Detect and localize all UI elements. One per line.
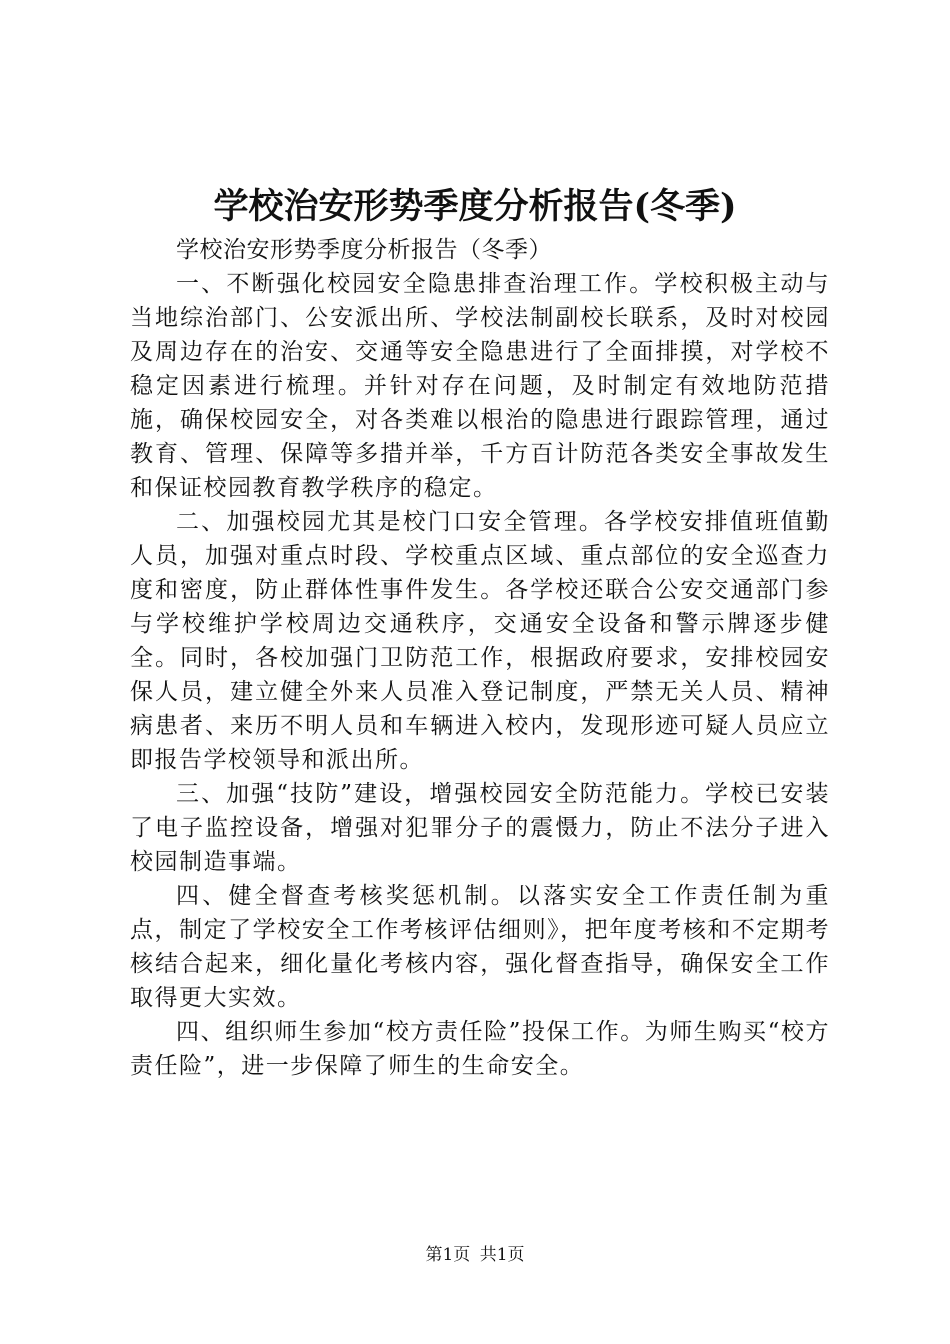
paragraph-2: 二、加强校园尤其是校门口安全管理。各学校安排值班值勤人员，加强对重点时段、学校重点区域、重点部位的安全巡查力度和密度，防止群体性事件发生。各学校还联合公安交通部门参与学校维护学校周边交通秩序，交通安全设备和警示牌逐步健全。同时，各校加强门卫防范工作，根据政府要求，安排校园安保人员，建立健全外来人员准入登记制度，严禁无关人员、精神病患者、来历不明人员和车辆进入校内，发现形迹可疑人员应立即报告学校领导和派出所。: [130, 509, 830, 773]
page-footer: [0, 1243, 950, 1267]
paragraph-3: 三、加强“技防”建设，增强校园安全防范能力。学校已安装了电子监控设备，增强对犯罪分子的震慑力，防止不法分子进入校园制造事端。: [130, 781, 830, 875]
document-subtitle: 学校治安形势季度分析报告（冬季）: [176, 237, 552, 263]
paragraph-5: 四、组织师生参加“校方责任险”投保工作。为师生购买“校方责任险”，进一步保障了师生的生命安全。: [130, 1019, 830, 1079]
document-title: 学校治安形势季度分析报告(冬季): [213, 186, 737, 227]
page-total: 共1页: [479, 1245, 525, 1265]
paragraph-4: 四、健全督查考核奖惩机制。以落实安全工作责任制为重点，制定了学校安全工作考核评估细则》，把年度考核和不定期考核结合起来，细化量化考核内容，强化督查指导，确保安全工作取得更大实效。: [130, 883, 830, 1011]
document-body: [130, 233, 830, 1083]
paragraph-1: 一、不断强化校园安全隐患排查治理工作。学校积极主动与当地综治部门、公安派出所、学校法制副校长联系，及时对校园及周边存在的治安、交通等安全隐患进行了全面排摸，对学校不稳定因素进行梳理。并针对存在问题，及时制定有效地防范措施，确保校园安全，对各类难以根治的隐患进行跟踪管理，通过教育、管理、保障等多措并举，千方百计防范各类安全事故发生和保证校园教育教学秩序的稳定。: [130, 271, 830, 501]
page-number: 第1页: [425, 1245, 471, 1265]
